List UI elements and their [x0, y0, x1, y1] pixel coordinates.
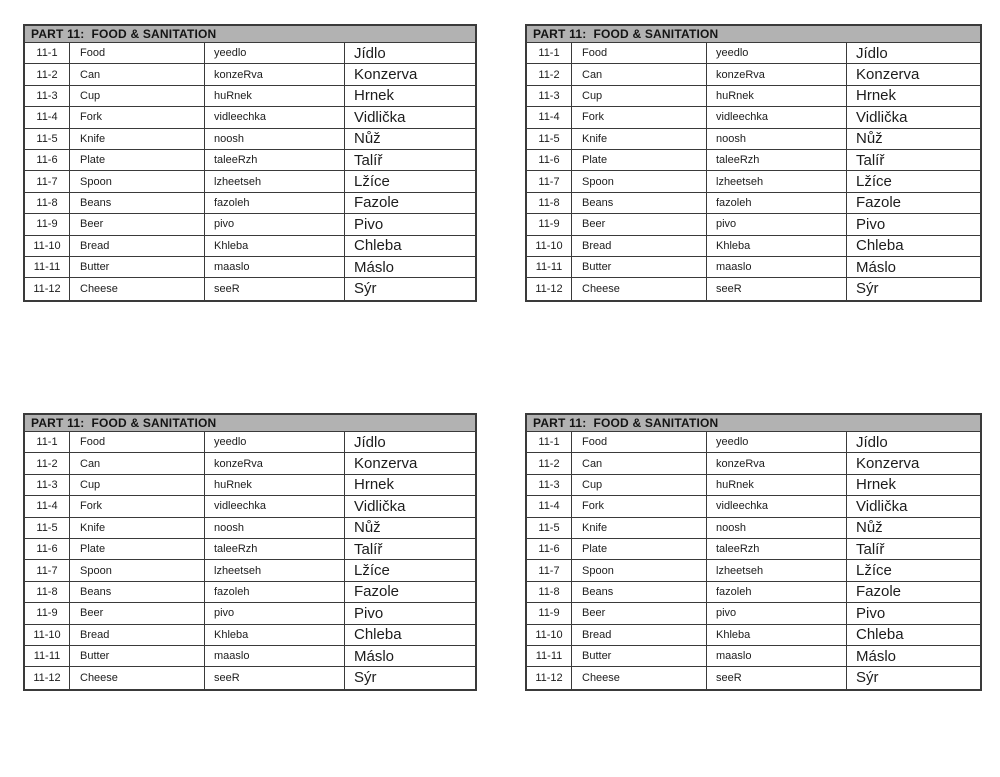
item-number: 11-10 [25, 236, 70, 256]
pronunciation: Khleba [205, 625, 345, 645]
table-row [25, 193, 475, 214]
pronunciation: maaslo [205, 646, 345, 666]
czech-word: Máslo [354, 647, 395, 665]
english-word: Cup [70, 86, 205, 106]
table-row [25, 171, 475, 192]
czech-word: Vidlička [354, 108, 406, 126]
item-number: 11-10 [527, 236, 572, 256]
table-row [25, 43, 475, 64]
table-body [527, 432, 980, 689]
pronunciation: noosh [707, 129, 847, 149]
item-number: 11-8 [25, 193, 70, 213]
english-word: Food [572, 43, 707, 63]
english-word: Can [70, 453, 205, 473]
english-word: Fork [70, 107, 205, 127]
pronunciation: lzheetseh [205, 560, 345, 580]
czech-word: Konzerva [354, 455, 418, 473]
pronunciation: huRnek [205, 86, 345, 106]
table-row [527, 518, 980, 539]
pronunciation: Khleba [205, 236, 345, 256]
table-row [527, 43, 980, 64]
english-word: Bread [70, 236, 205, 256]
item-number: 11-7 [527, 171, 572, 191]
item-number: 11-4 [527, 107, 572, 127]
english-word: Bread [572, 625, 707, 645]
pronunciation: seeR [707, 278, 847, 299]
czech-word: Máslo [354, 258, 395, 276]
table-body [527, 43, 980, 300]
table-row [527, 496, 980, 517]
item-number: 11-11 [527, 257, 572, 277]
czech-word: Jídlo [354, 433, 386, 451]
item-number: 11-4 [527, 496, 572, 516]
english-word: Butter [572, 646, 707, 666]
pronunciation: pivo [707, 214, 847, 234]
english-word: Plate [572, 539, 707, 559]
vocab-table-top-left [23, 24, 477, 302]
item-number: 11-9 [25, 214, 70, 234]
item-number: 11-2 [25, 453, 70, 473]
czech-word: Fazole [354, 194, 400, 212]
table-row [25, 646, 475, 667]
item-number: 11-9 [527, 603, 572, 623]
table-row [25, 107, 475, 128]
table-row [527, 625, 980, 646]
pronunciation: maaslo [707, 646, 847, 666]
item-number: 11-2 [25, 64, 70, 84]
english-word: Cheese [70, 278, 205, 299]
item-number: 11-7 [25, 560, 70, 580]
czech-word: Hrnek [856, 87, 897, 105]
table-row [527, 278, 980, 299]
pronunciation: vidleechka [707, 107, 847, 127]
czech-word: Konzerva [354, 66, 418, 84]
pronunciation: pivo [205, 214, 345, 234]
item-number: 11-2 [527, 453, 572, 473]
table-row [527, 129, 980, 150]
czech-word: Nůž [856, 130, 883, 148]
english-word: Beer [572, 603, 707, 623]
item-number: 11-6 [25, 539, 70, 559]
vocab-table-bottom-right [525, 413, 982, 691]
english-word: Butter [572, 257, 707, 277]
table-row [527, 257, 980, 278]
item-number: 11-8 [25, 582, 70, 602]
english-word: Fork [572, 496, 707, 516]
table-row [25, 475, 475, 496]
item-number: 11-10 [25, 625, 70, 645]
english-word: Food [572, 432, 707, 452]
czech-word: Konzerva [856, 455, 920, 473]
pronunciation: taleeRzh [205, 150, 345, 170]
pronunciation: lzheetseh [707, 560, 847, 580]
czech-word: Pivo [354, 215, 384, 233]
english-word: Beer [70, 603, 205, 623]
table-row [527, 539, 980, 560]
table-row [527, 64, 980, 85]
english-word: Knife [572, 129, 707, 149]
table-row [25, 603, 475, 624]
czech-word: Talíř [354, 540, 383, 558]
table-title: PART 11: FOOD & SANITATION [527, 415, 980, 432]
pronunciation: maaslo [205, 257, 345, 277]
item-number: 11-7 [25, 171, 70, 191]
czech-word: Lžíce [354, 173, 390, 191]
english-word: Plate [70, 150, 205, 170]
pronunciation: fazoleh [707, 193, 847, 213]
czech-word: Nůž [354, 130, 381, 148]
item-number: 11-1 [25, 43, 70, 63]
item-number: 11-2 [527, 64, 572, 84]
pronunciation: yeedlo [707, 43, 847, 63]
table-row [527, 432, 980, 453]
table-title: PART 11: FOOD & SANITATION [25, 26, 475, 43]
pronunciation: yeedlo [205, 432, 345, 452]
item-number: 11-11 [25, 257, 70, 277]
english-word: Spoon [572, 171, 707, 191]
table-row [527, 107, 980, 128]
item-number: 11-6 [25, 150, 70, 170]
english-word: Beans [572, 193, 707, 213]
pronunciation: noosh [707, 518, 847, 538]
pronunciation: fazoleh [205, 193, 345, 213]
english-word: Beer [70, 214, 205, 234]
czech-word: Fazole [856, 194, 902, 212]
english-word: Beans [572, 582, 707, 602]
czech-word: Pivo [354, 604, 384, 622]
english-word: Cheese [70, 667, 205, 688]
table-row [25, 625, 475, 646]
item-number: 11-3 [527, 86, 572, 106]
pronunciation: taleeRzh [205, 539, 345, 559]
pronunciation: vidleechka [205, 107, 345, 127]
english-word: Plate [70, 539, 205, 559]
table-row [527, 646, 980, 667]
table-title: PART 11: FOOD & SANITATION [527, 26, 980, 43]
item-number: 11-8 [527, 582, 572, 602]
table-row [25, 236, 475, 257]
czech-word: Chleba [354, 626, 402, 644]
english-word: Knife [572, 518, 707, 538]
czech-word: Chleba [856, 237, 904, 255]
table-row [25, 432, 475, 453]
pronunciation: huRnek [707, 86, 847, 106]
czech-word: Lžíce [856, 562, 892, 580]
table-row [25, 150, 475, 171]
item-number: 11-4 [25, 496, 70, 516]
vocab-table-bottom-left [23, 413, 477, 691]
pronunciation: lzheetseh [205, 171, 345, 191]
table-row [527, 475, 980, 496]
table-row [527, 214, 980, 235]
item-number: 11-11 [527, 646, 572, 666]
table-row [25, 582, 475, 603]
table-row [527, 236, 980, 257]
pronunciation: noosh [205, 518, 345, 538]
item-number: 11-5 [25, 129, 70, 149]
english-word: Knife [70, 129, 205, 149]
english-word: Butter [70, 646, 205, 666]
table-row [25, 278, 475, 299]
item-number: 11-12 [25, 278, 70, 299]
pronunciation: maaslo [707, 257, 847, 277]
table-row [527, 453, 980, 474]
english-word: Beans [70, 193, 205, 213]
table-row [527, 603, 980, 624]
table-row [25, 453, 475, 474]
english-word: Cup [572, 475, 707, 495]
pronunciation: noosh [205, 129, 345, 149]
english-word: Bread [572, 236, 707, 256]
czech-word: Vidlička [354, 497, 406, 515]
item-number: 11-5 [25, 518, 70, 538]
pronunciation: lzheetseh [707, 171, 847, 191]
pronunciation: konzeRva [707, 64, 847, 84]
czech-word: Chleba [354, 237, 402, 255]
czech-word: Lžíce [354, 562, 390, 580]
czech-word: Pivo [856, 604, 886, 622]
pronunciation: yeedlo [205, 43, 345, 63]
czech-word: Sýr [354, 669, 377, 687]
item-number: 11-12 [527, 667, 572, 688]
table-row [527, 86, 980, 107]
english-word: Spoon [572, 560, 707, 580]
item-number: 11-10 [527, 625, 572, 645]
czech-word: Talíř [856, 151, 885, 169]
english-word: Beer [572, 214, 707, 234]
english-word: Bread [70, 625, 205, 645]
item-number: 11-9 [527, 214, 572, 234]
czech-word: Chleba [856, 626, 904, 644]
item-number: 11-11 [25, 646, 70, 666]
pronunciation: pivo [707, 603, 847, 623]
english-word: Food [70, 432, 205, 452]
czech-word: Hrnek [354, 87, 395, 105]
pronunciation: yeedlo [707, 432, 847, 452]
pronunciation: huRnek [707, 475, 847, 495]
vocab-table-top-right [525, 24, 982, 302]
item-number: 11-8 [527, 193, 572, 213]
item-number: 11-7 [527, 560, 572, 580]
english-word: Cup [572, 86, 707, 106]
czech-word: Jídlo [856, 44, 888, 62]
pronunciation: seeR [205, 278, 345, 299]
czech-word: Fazole [354, 583, 400, 601]
czech-word: Sýr [856, 280, 879, 298]
table-row [25, 257, 475, 278]
czech-word: Vidlička [856, 108, 908, 126]
pronunciation: fazoleh [707, 582, 847, 602]
item-number: 11-6 [527, 539, 572, 559]
czech-word: Nůž [856, 519, 883, 537]
english-word: Spoon [70, 560, 205, 580]
table-body [25, 432, 475, 689]
pronunciation: seeR [205, 667, 345, 688]
item-number: 11-5 [527, 129, 572, 149]
table-body [25, 43, 475, 300]
czech-word: Hrnek [856, 476, 897, 494]
item-number: 11-1 [527, 432, 572, 452]
table-row [527, 171, 980, 192]
pronunciation: Khleba [707, 625, 847, 645]
czech-word: Lžíce [856, 173, 892, 191]
table-row [25, 86, 475, 107]
pronunciation: vidleechka [707, 496, 847, 516]
table-row [527, 150, 980, 171]
pronunciation: konzeRva [205, 64, 345, 84]
table-row [25, 129, 475, 150]
table-row [25, 496, 475, 517]
table-row [527, 560, 980, 581]
czech-word: Nůž [354, 519, 381, 537]
pronunciation: taleeRzh [707, 539, 847, 559]
english-word: Food [70, 43, 205, 63]
english-word: Fork [70, 496, 205, 516]
english-word: Fork [572, 107, 707, 127]
english-word: Can [572, 64, 707, 84]
czech-word: Fazole [856, 583, 902, 601]
czech-word: Talíř [856, 540, 885, 558]
czech-word: Máslo [856, 258, 897, 276]
table-row [25, 667, 475, 688]
table-row [527, 582, 980, 603]
english-word: Cheese [572, 278, 707, 299]
pronunciation: konzeRva [707, 453, 847, 473]
czech-word: Sýr [856, 669, 879, 687]
item-number: 11-12 [527, 278, 572, 299]
english-word: Plate [572, 150, 707, 170]
czech-word: Konzerva [856, 66, 920, 84]
czech-word: Máslo [856, 647, 897, 665]
czech-word: Hrnek [354, 476, 395, 494]
item-number: 11-5 [527, 518, 572, 538]
pronunciation: seeR [707, 667, 847, 688]
pronunciation: huRnek [205, 475, 345, 495]
item-number: 11-6 [527, 150, 572, 170]
item-number: 11-4 [25, 107, 70, 127]
table-row [25, 518, 475, 539]
item-number: 11-12 [25, 667, 70, 688]
table-row [25, 64, 475, 85]
english-word: Butter [70, 257, 205, 277]
czech-word: Pivo [856, 215, 886, 233]
english-word: Spoon [70, 171, 205, 191]
table-row [25, 539, 475, 560]
table-row [25, 214, 475, 235]
english-word: Knife [70, 518, 205, 538]
pronunciation: taleeRzh [707, 150, 847, 170]
pronunciation: pivo [205, 603, 345, 623]
item-number: 11-1 [25, 432, 70, 452]
table-row [25, 560, 475, 581]
english-word: Beans [70, 582, 205, 602]
czech-word: Jídlo [856, 433, 888, 451]
item-number: 11-3 [25, 475, 70, 495]
pronunciation: konzeRva [205, 453, 345, 473]
czech-word: Vidlička [856, 497, 908, 515]
table-title: PART 11: FOOD & SANITATION [25, 415, 475, 432]
pronunciation: Khleba [707, 236, 847, 256]
czech-word: Sýr [354, 280, 377, 298]
czech-word: Jídlo [354, 44, 386, 62]
pronunciation: fazoleh [205, 582, 345, 602]
item-number: 11-9 [25, 603, 70, 623]
czech-word: Talíř [354, 151, 383, 169]
table-row [527, 667, 980, 688]
item-number: 11-1 [527, 43, 572, 63]
english-word: Cheese [572, 667, 707, 688]
table-row [527, 193, 980, 214]
english-word: Can [572, 453, 707, 473]
item-number: 11-3 [527, 475, 572, 495]
english-word: Can [70, 64, 205, 84]
pronunciation: vidleechka [205, 496, 345, 516]
item-number: 11-3 [25, 86, 70, 106]
english-word: Cup [70, 475, 205, 495]
